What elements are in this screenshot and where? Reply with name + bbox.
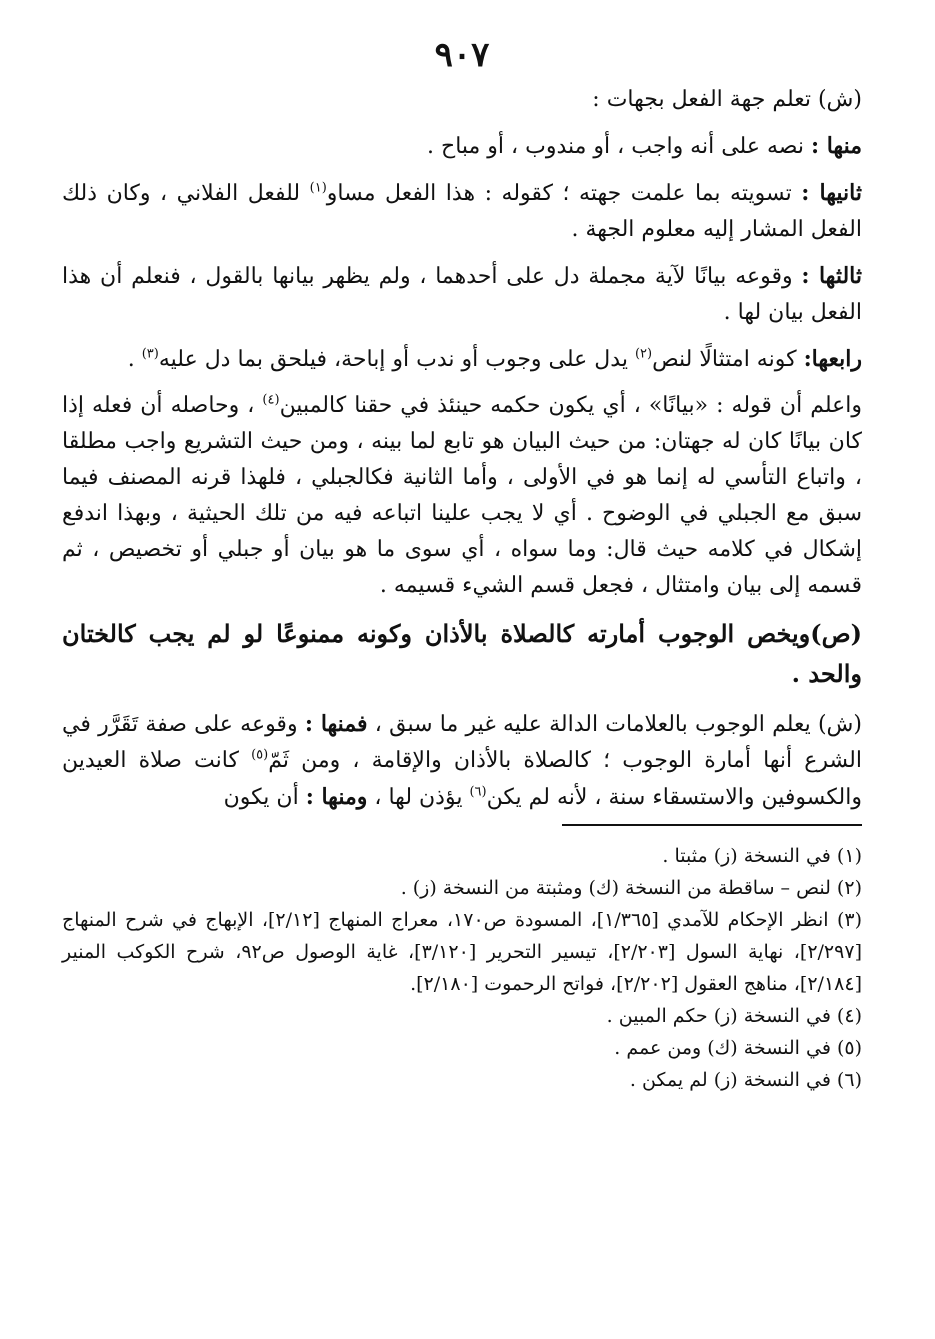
footnote-ref-2[interactable]: (٢) (634, 346, 653, 362)
sharh-text-a: (ش) يعلم الوجوب بالعلامات الدالة عليه غير ما سبق ، (374, 712, 862, 737)
sharh-label-b: ومنها : (305, 784, 368, 810)
item-first-text: نصه على أنه واجب ، أو مندوب ، أو مباح . (427, 134, 804, 159)
item-third-text: وقوعه بيانًا لآية مجملة دل على أحدهما ، ولم يظهر بيانها بالقول ، فنعلم أن هذا الفعل بيان لها . (62, 264, 862, 325)
item-second-text-b: للفعل الفلاني ، وكان ذلك الفعل المشار إليه معلوم الجهة . (62, 181, 862, 242)
sharh-text-e: أن يكون (223, 785, 299, 810)
footnote-ref-4[interactable]: (٤) (262, 392, 280, 408)
footnote-ref-6[interactable]: (٦) (469, 784, 487, 800)
page (62, 28, 862, 1096)
item-first (62, 128, 862, 165)
sharh-intro: (ش) تعلم جهة الفعل بجهات : (592, 87, 862, 112)
commentary-text-a: واعلم أن قوله : «بيانًا» ، أي يكون حكمه حينئذ في حقنا كالمبين (279, 393, 863, 418)
footnote-5: (٥) في النسخة (ك) ومن عمم . (614, 1037, 862, 1059)
item-fourth-label: رابعها: (803, 346, 862, 372)
sharh-text-d: يؤذن لها ، (374, 785, 463, 810)
footnote-ref-5[interactable]: (٥) (251, 747, 269, 763)
item-fourth-text-c: . (127, 347, 135, 372)
commentary-paragraph (62, 388, 862, 604)
item-third (62, 258, 862, 331)
matn-text: (ص)ويخص الوجوب أمارته كالصلاة بالأذان وكونه ممنوعًا لو لم يجب كالختان والحد . (62, 619, 862, 688)
sharh-text-b: وقوعه على صفة تَقَرَّر في الشرع أنها أمارة الوجوب ؛ كالصلاة بالأذان والإقامة ، ومن ثَمّ (62, 712, 862, 773)
item-first-label: منها : (810, 133, 862, 159)
item-fourth-text-a: كونه امتثالًا لنص (652, 347, 797, 372)
item-second-label: ثانيها : (801, 180, 862, 206)
item-second (62, 175, 862, 248)
item-fourth-text-b: يدل على وجوب أو ندب أو إباحة، فيلحق بما دل عليه (158, 347, 628, 372)
footnote-ref-3[interactable]: (٣) (141, 346, 159, 362)
page-number: ٩٠٧ (434, 35, 490, 75)
commentary-text-b: ، وحاصله أن فعله إذا كان بيانًا كان له جهتان: من حيث البيان هو تابع لما بينه ، ومن حيث التشريع واجب مطلقا ، واتباع التأسي له إنما هو في الأولى ، وأما الثانية فكالجبلي ، فلهذا قرنه المصنف فيما سبق مع الجبلي في الوضوح . أي لا يجب علينا اتباعه فيه من تلك الحيثية ، وبهذا اندفع إشكال في كلامه حيث قال: وما سواه ، أي سوى ما هو بيان أو جبلي أو تخصيص ، ثم قسمه إلى بيان وامتثال ، فجعل قسم الشيء قسيمه . (62, 393, 862, 598)
sharh-text-c: كانت صلاة العيدين والكسوفين والاستسقاء سنة ، لأنه لم يكن (62, 748, 862, 810)
footnote-4: (٤) في النسخة (ز) حكم المبين . (606, 1005, 862, 1027)
footnote-3: (٣) انظر الإحكام للآمدي [١/٣٦٥]، المسودة ص١٧٠، معراج المنهاج [٢/١٢]، الإبهاج في شرح المنهاج [٢/٢٩٧]، نهاية السول [٢/٢٠٣]، تيسير التحرير [٣/١٢٠]، غاية الوصول ص٩٢، شرح الكوكب المنير [٢/١٨٤]، مناهج العقول [٢/٢٠٢]، فواتح الرحموت [٢/١٨٠]. (62, 909, 862, 995)
footnote-separator (562, 824, 862, 826)
footnote-ref-1[interactable]: (١) (309, 180, 327, 196)
sharh-paragraph (62, 706, 862, 816)
item-second-text-a: تسويته بما علمت جهته ؛ كقوله : هذا الفعل مساو (326, 181, 792, 206)
footnote-2: (٢) لنص – ساقطة من النسخة (ك) ومثبتة من النسخة (ز) . (400, 877, 862, 899)
footnote-6: (٦) في النسخة (ز) لم يمكن . (629, 1069, 862, 1091)
sharh-label-a: فمنها : (304, 711, 368, 737)
item-third-label: ثالثها : (801, 263, 862, 289)
footnote-1: (١) في النسخة (ز) مثبتا . (662, 845, 862, 867)
item-fourth (62, 341, 862, 378)
